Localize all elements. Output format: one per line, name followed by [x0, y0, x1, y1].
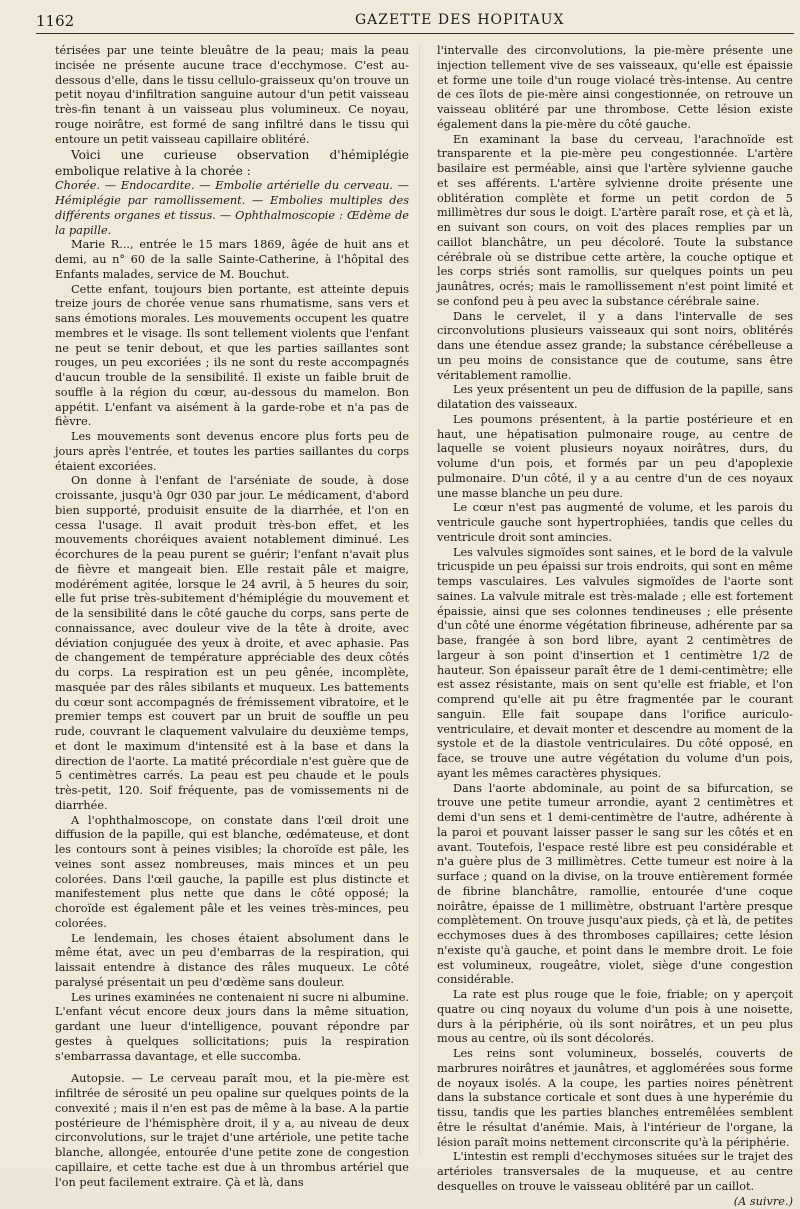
paragraph: En examinant la base du cerveau, l'arachnoïde est transparente et la pie-mère peu congestionnée. L'artère basilaire est perméable, ainsi que l'artère sylvienne gauche et ses afférents. L'artère sylvienne droite présente une oblitération complète et forme un petit cordon de 5 millimètres dur sous le doigt. L'artère paraît rose, et çà et là, en suivant son cours, on voit des places remplies par un caillot blanchâtre, un peu décoloré. Toute la substance cérébrale où se distribue cette artère, la couche optique et les corps striés sont ramollis, sur quelques points un peu jaunâtres, ocrés; mais le ramollissement n'est point limité et se confond peu à peu avec la substance cérébrale saine. [437, 133, 793, 310]
paragraph: L'intestin est rempli d'ecchymoses situées sur le trajet des artérioles transversales de la muqueuse, et au centre desquelles on trouve le vaisseau oblitéré par un caillot. [437, 1150, 793, 1194]
paragraph: Le cœur n'est pas augmenté de volume, et les parois du ventricule gauche sont hypertrophiées, tandis que celles du ventricule droit sont amincies. [437, 501, 793, 545]
header-rule [36, 33, 794, 34]
paragraph-autopsy: Autopsie. — Le cerveau paraît mou, et la pie-mère est infiltrée de sérosité un peu opaline sur quelques points de la convexité ; mais il n'en est pas de même à la base. A la partie postérieure de l'hémisphère droit, il y a, au niveau de deux circonvolutions, sur le trajet d'une artériole, une petite tache blanche, allongée, entourée d'une petite zone de congestion capillaire, et cette tache est due à un thrombus artériel que l'on peut facilement extraire. Çà et là, dans [55, 1072, 409, 1190]
page-number: 1162 [36, 12, 74, 30]
paragraph: Cette enfant, toujours bien portante, est atteinte depuis treize jours de chorée venue sans rhumatisme, sans vers et sans émotions morales. Les mouvements occupent les quatre membres et le visage. Ils sont tellement violents que l'enfant ne peut se tenir debout, et que les parties saillantes sont rouges, un peu excoriées ; ils ne sont du reste accompagnés d'aucun trouble de la sensibilité. Il existe un faible bruit de souffle à la région du cœur, au-dessous du mamelon. Bon appétit. L'enfant va aisément à la garde-robe et n'a pas de fièvre. [55, 283, 409, 431]
spacer [55, 1064, 409, 1072]
paragraph: A l'ophthalmoscope, on constate dans l'œil droit une diffusion de la papille, qui est blanche, œdémateuse, et dont les contours sont à peines visibles; la choroïde est pâle, les veines sont assez nombreuses, mais minces et un peu colorées. Dans l'œil gauche, la papille est plus distincte et manifestement plus nette que dans le côté opposé; la choroïde est également pâle et les veines très-minces, peu colorées. [55, 814, 409, 932]
paragraph: l'intervalle des circonvolutions, la pie-mère présente une injection tellement vive de ses vaisseaux, qu'elle est épaissie et forme une toile d'un rouge violacé très-intense. Au centre de ces îlots de pie-mère ainsi congestionnée, on retrouve un vaisseau oblitéré par une thrombose. Cette lésion existe également dans la pie-mère du côté gauche. [437, 44, 793, 133]
paragraph: Le lendemain, les choses étaient absolument dans le même état, avec un peu d'embarras de la respiration, qui laissait entendre à distance des râles muqueux. Le côté paralysé présentait un peu d'œdème sans douleur. [55, 932, 409, 991]
continued-note: (A suivre.) [437, 1195, 793, 1209]
paragraph: Les poumons présentent, à la partie postérieure et en haut, une hépatisation pulmonaire rouge, au centre de laquelle se voient plusieurs noyaux noirâtres, durs, du volume d'un pois, et formés par un peu d'apoplexie pulmonaire. D'un côté, il y a au centre d'un de ces noyaux une masse blanche un peu dure. [437, 413, 793, 502]
left-column [55, 44, 409, 1190]
case-summary: Chorée. — Endocardite. — Embolie artérielle du cerveau. — Hémiplégie par ramollissement. — Embolies multiples des différents organes et tissus. — Ophthalmoscopie : Œdème de la papille. [55, 179, 409, 238]
paragraph: Les urines examinées ne contenaient ni sucre ni albumine. L'enfant vécut encore deux jours dans la même situation, gardant une lueur d'intelligence, pouvant répondre par gestes à quelques sollicitations; puis la respiration s'embarrassa davantage, et elle succomba. [55, 991, 409, 1065]
paragraph: Dans le cervelet, il y a dans l'intervalle de ses circonvolutions plusieurs vaisseaux qui sont noirs, oblitérés dans une étendue assez grande; la substance cérébelleuse a un peu moins de consistance que de coutume, sans être véritablement ramollie. [437, 310, 793, 384]
paragraph: Les yeux présentent un peu de diffusion de la papille, sans dilatation des vaisseaux. [437, 383, 793, 413]
section-title: Voici une curieuse observation d'hémiplégie embolique relative à la chorée : [55, 147, 409, 179]
paragraph: Les valvules sigmoïdes sont saines, et le bord de la valvule tricuspide un peu épaissi sur trois endroits, qui sont en même temps vasculaires. Les valvules sigmoïdes de l'aorte sont saines. La valvule mitrale est très-malade ; elle est fortement épaissie, ainsi que ses colonnes tendineuses ; elle présente d'un côté une énorme végétation fibrineuse, adhérente par sa base, frangée à son bord libre, ayant 2 centimètres de largeur à son point d'insertion et 1 centimètre 1/2 de hauteur. Son épaisseur paraît être de 1 demi-centimètre; elle est assez résistante, mais on sent qu'elle est friable, et l'on comprend qu'elle ait pu être fragmentée par le courant sanguin. Elle fait soupape dans l'orifice auriculo-ventriculaire, et devait monter et descendre au moment de la systole et de la diastole ventriculaires. Du côté opposé, en face, se trouve une autre végétation du volume d'un pois, ayant les mêmes caractères physiques. [437, 546, 793, 782]
paragraph: Les reins sont volumineux, bosselés, couverts de marbrures noirâtres et jaunâtres, et agglomérées sous forme de noyaux isolés. A la coupe, les parties noires pénètrent dans la substance corticale et sont dues à une hyperémie du tissu, tandis que les parties blanches entremêlées semblent être le résultat d'anémie. Mais, à l'intérieur de l'organe, la lésion paraît moins nettement circonscrite qu'à la périphérie. [437, 1047, 793, 1150]
paragraph: Les mouvements sont devenus encore plus forts peu de jours après l'entrée, et toutes les parties saillantes du corps étaient excoriées. [55, 430, 409, 474]
paragraph: Marie R..., entrée le 15 mars 1869, âgée de huit ans et demi, au n° 60 de la salle Sainte-Catherine, à l'hôpital des Enfants malades, service de M. Bouchut. [55, 238, 409, 282]
right-column [437, 44, 793, 1209]
page-header [0, 0, 800, 34]
paragraph: On donne à l'enfant de l'arséniate de soude, à dose croissante, jusqu'à 0gr 030 par jour. Le médicament, d'abord bien supporté, produisit ensuite de la diarrhée, et l'on en cessa l'usage. Il avait produit très-bon effet, et les mouvements choréiques avaient notablement diminué. Les écorchures de la peau purent se guérir; l'enfant n'avait plus de fièvre et mangeait bien. Elle restait pâle et maigre, modérément agitée, lorsque le 24 avril, à 5 heures du soir, elle fut prise très-subitement d'hémiplégie du mouvement et de la sensibilité dans le côté gauche du corps, sans perte de connaissance, avec douleur vive de la tête à droite, avec déviation conjuguée des yeux à droite, et avec aphasie. Pas de changement de température appréciable des deux côtés du corps. La respiration est un peu gênée, incomplète, masquée par des râles sibilants et muqueux. Les battements du cœur sont accompagnés de frémissement vibratoire, et le premier temps est couvert par un bruit de souffle un peu rude, couvrant le claquement valvulaire du deuxième temps, et dont le maximum d'intensité est à la base et dans la direction de l'aorte. La matité précordiale n'est guère que de 5 centimètres carrés. La peau est peu chaude et le pouls très-petit, 120. Soif fréquente, pas de vomissements ni de diarrhée. [55, 474, 409, 813]
column-divider [419, 44, 420, 1154]
paragraph: Dans l'aorte abdominale, au point de sa bifurcation, se trouve une petite tumeur arrondie, ayant 2 centimètres et demi d'un sens et 1 demi-centimètre de l'autre, adhérente à la paroi et pouvant laisser passer le sang sur les côtés et en avant. Toutefois, l'espace resté libre est peu considérable et n'a guère plus de 3 millimètres. Cette tumeur est noire à la surface ; quand on la divise, on la trouve entièrement formée de fibrine blanchâtre, ramollie, entourée d'une coque noirâtre, épaisse de 1 millimètre, obstruant l'artère presque complètement. On trouve jusqu'aux pieds, çà et là, de petites ecchymoses dues à des thromboses capillaires; cette lésion n'existe qu'à gauche, et point dans le membre droit. Le foie est volumineux, rougeâtre, violet, siège d'une congestion considérable. [437, 782, 793, 989]
paragraph: térisées par une teinte bleuâtre de la peau; mais la peau incisée ne présente aucune trace d'ecchymose. C'est au-dessous d'elle, dans le tissu cellulo-graisseux qu'on trouve un petit noyau d'infiltration sanguine autour d'un petit vaisseau très-fin tenant à un vaisseau plus volumineux. Ce noyau, rouge noirâtre, est formé de sang infiltré dans le tissu qui entoure un petit vaisseau capillaire oblitéré. [55, 44, 409, 147]
running-title: GAZETTE DES HOPITAUX [355, 12, 564, 28]
paragraph: La rate est plus rouge que le foie, friable; on y aperçoit quatre ou cinq noyaux du volume d'un pois à une noisette, durs à la périphérie, où ils sont noirâtres, et un peu plus mous au centre, où ils sont décolorés. [437, 988, 793, 1047]
